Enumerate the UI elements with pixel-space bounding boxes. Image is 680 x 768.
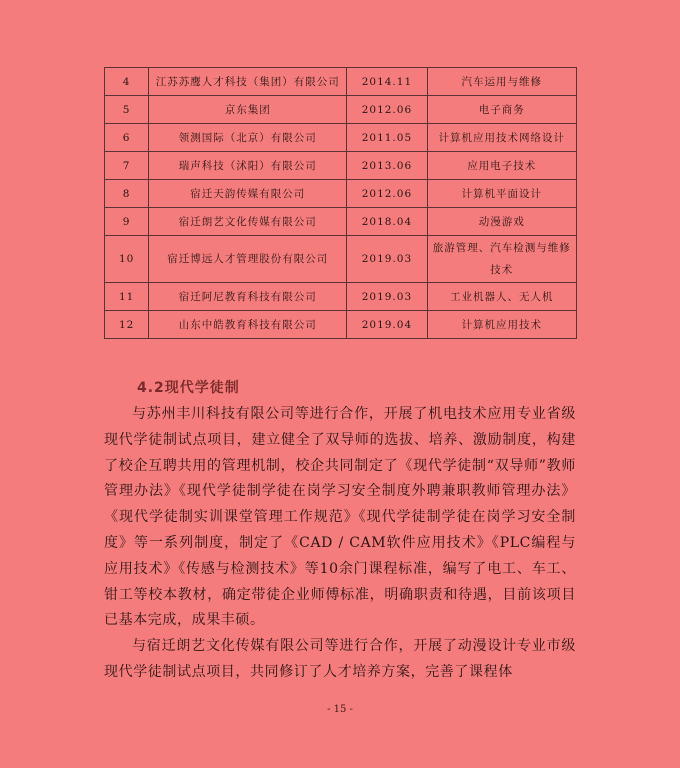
major-cell: 应用电子技术 — [427, 152, 576, 180]
date-cell: 2019.03 — [347, 236, 427, 283]
row-number-cell: 9 — [105, 208, 149, 236]
partner-companies-table — [104, 67, 577, 339]
major-cell: 旅游管理、汽车检测与维修技术 — [427, 236, 576, 283]
major-cell: 计算机平面设计 — [427, 180, 576, 208]
table-row — [105, 283, 577, 311]
table-row — [105, 236, 577, 283]
date-cell: 2019.04 — [347, 311, 427, 339]
paragraph: 与苏州丰川科技有限公司等进行合作，开展了机电技术应用专业省级现代学徒制试点项目，建立健全了双导师的选拔、培养、激励制度，构建了校企互聘共用的管理机制，校企共同制定了《现代学徒制“双导师”教师管理办法》《现代学徒制学徒在岗学习安全制度外聘兼职教师管理办法》《现代学徒制实训课堂管理工作规范》《现代学徒制学徒在岗学习安全制度》等一系列制度，制定了《CAD / CAM软件应用技术》《PLC编程与应用技术》《传感与检测技术》等10余门课程标准，编写了电工、车工、钳工等校本教材，确定带徒企业师傅标准，明确职责和待遇，目前该项目已基本完成，成果丰硕。 — [104, 406, 576, 629]
company-cell: 山东中皓教育科技有限公司 — [149, 311, 347, 339]
date-cell: 2011.05 — [347, 124, 427, 152]
table-body — [105, 68, 577, 339]
major-cell: 电子商务 — [427, 96, 576, 124]
table-row — [105, 180, 577, 208]
date-cell: 2018.04 — [347, 208, 427, 236]
row-number-cell: 7 — [105, 152, 149, 180]
row-number-cell: 12 — [105, 311, 149, 339]
row-number-cell: 11 — [105, 283, 149, 311]
date-cell: 2014.11 — [347, 68, 427, 96]
row-number-cell: 6 — [105, 124, 149, 152]
company-cell: 宿迁朗艺文化传媒有限公司 — [149, 208, 347, 236]
row-number-cell: 8 — [105, 180, 149, 208]
major-cell: 计算机应用技术 — [427, 311, 576, 339]
company-cell: 瑞声科技（沭阳）有限公司 — [149, 152, 347, 180]
company-cell: 宿迁博远人才管理股份有限公司 — [149, 236, 347, 283]
table-row — [105, 208, 577, 236]
row-number-cell: 4 — [105, 68, 149, 96]
section-body — [104, 402, 576, 686]
row-number-cell: 10 — [105, 236, 149, 283]
date-cell: 2012.06 — [347, 96, 427, 124]
company-cell: 宿迁天韵传媒有限公司 — [149, 180, 347, 208]
table-row — [105, 68, 577, 96]
company-cell: 宿迁阿尼教育科技有限公司 — [149, 283, 347, 311]
date-cell: 2012.06 — [347, 180, 427, 208]
table-row — [105, 311, 577, 339]
section-heading: 4.2现代学徒制 — [137, 380, 240, 396]
major-cell: 动漫游戏 — [427, 208, 576, 236]
date-cell: 2013.06 — [347, 152, 427, 180]
table-row — [105, 124, 577, 152]
date-cell: 2019.03 — [347, 283, 427, 311]
major-cell: 汽车运用与维修 — [427, 68, 576, 96]
company-cell: 京东集团 — [149, 96, 347, 124]
major-cell: 计算机应用技术网络设计 — [427, 124, 576, 152]
major-cell: 工业机器人、无人机 — [427, 283, 576, 311]
row-number-cell: 5 — [105, 96, 149, 124]
paragraph: 与宿迁朗艺文化传媒有限公司等进行合作，开展了动漫设计专业市级现代学徒制试点项目，共同修订了人才培养方案，完善了课程体 — [104, 638, 576, 680]
table-row — [105, 96, 577, 124]
company-cell: 领测国际（北京）有限公司 — [149, 124, 347, 152]
company-cell: 江苏苏鹰人才科技（集团）有限公司 — [149, 68, 347, 96]
page-number: - 15 - — [327, 704, 353, 715]
table-row — [105, 152, 577, 180]
